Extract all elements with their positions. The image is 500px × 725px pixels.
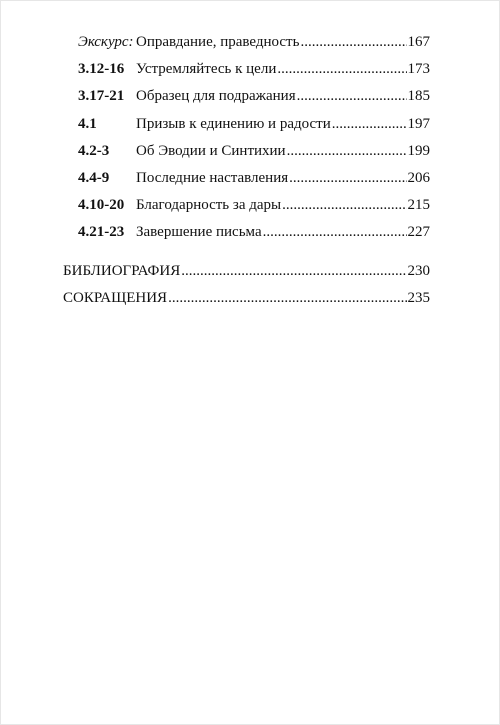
toc-entry-page: 215 <box>407 197 430 213</box>
toc-entry-page: 199 <box>407 143 430 159</box>
toc-entry <box>78 170 430 190</box>
toc-entry-title: Последние наставления <box>136 170 289 186</box>
toc-entry-title: Оправдание, праведность <box>136 34 300 50</box>
toc-entry <box>78 116 430 136</box>
dot-leader <box>289 170 406 187</box>
toc-entry-ref: 3.12-16 <box>78 61 125 77</box>
dot-leader <box>168 290 406 307</box>
dot-leader <box>181 263 406 280</box>
toc-entry <box>78 143 430 163</box>
toc-entry-ref: Экскурс: <box>78 34 134 50</box>
toc-entry-title: Благодарность за дары <box>136 197 282 213</box>
toc-entry-page: 197 <box>407 116 430 132</box>
toc-entry <box>78 61 430 81</box>
toc-entry-title: Призыв к единению и радости <box>136 116 331 132</box>
toc-section-abbreviations <box>63 290 430 310</box>
dot-leader <box>332 116 407 133</box>
toc-entry-title: Образец для подражания <box>136 88 296 104</box>
toc-entry <box>78 88 430 108</box>
toc-section-bibliography <box>63 263 430 283</box>
toc-entry-ref: 4.4-9 <box>78 170 110 186</box>
toc-section-title: СОКРАЩЕНИЯ <box>63 290 168 306</box>
toc-entry <box>78 224 430 244</box>
toc-entry-title: Устремляйтесь к цели <box>136 61 277 77</box>
toc-entry-title: Завершение письма <box>136 224 262 240</box>
toc-entry-ref: 4.10-20 <box>78 197 125 213</box>
toc-entry-ref: 3.17-21 <box>78 88 125 104</box>
toc-entry-title: Об Эводии и Синтихии <box>136 143 286 159</box>
dot-leader <box>297 88 407 105</box>
toc-entry-page: 167 <box>407 34 430 50</box>
toc-entry-page: 173 <box>407 61 430 77</box>
toc-entry-ref: 4.21-23 <box>78 224 125 240</box>
toc-section-title: БИБЛИОГРАФИЯ <box>63 263 181 279</box>
toc-section-page: 235 <box>407 290 430 306</box>
toc-entry-page: 206 <box>407 170 430 186</box>
dot-leader <box>263 224 407 241</box>
dot-leader <box>300 34 406 51</box>
toc-entry-page: 185 <box>407 88 430 104</box>
dot-leader <box>277 61 406 78</box>
toc-entry <box>78 197 430 217</box>
toc-entry-ref: 4.1 <box>78 116 97 132</box>
toc-section-page: 230 <box>407 263 430 279</box>
toc-entry-ref: 4.2-3 <box>78 143 110 159</box>
toc-entry-page: 227 <box>407 224 430 240</box>
toc-entry-excursus <box>78 34 430 54</box>
dot-leader <box>287 143 407 160</box>
dot-leader <box>282 197 406 214</box>
